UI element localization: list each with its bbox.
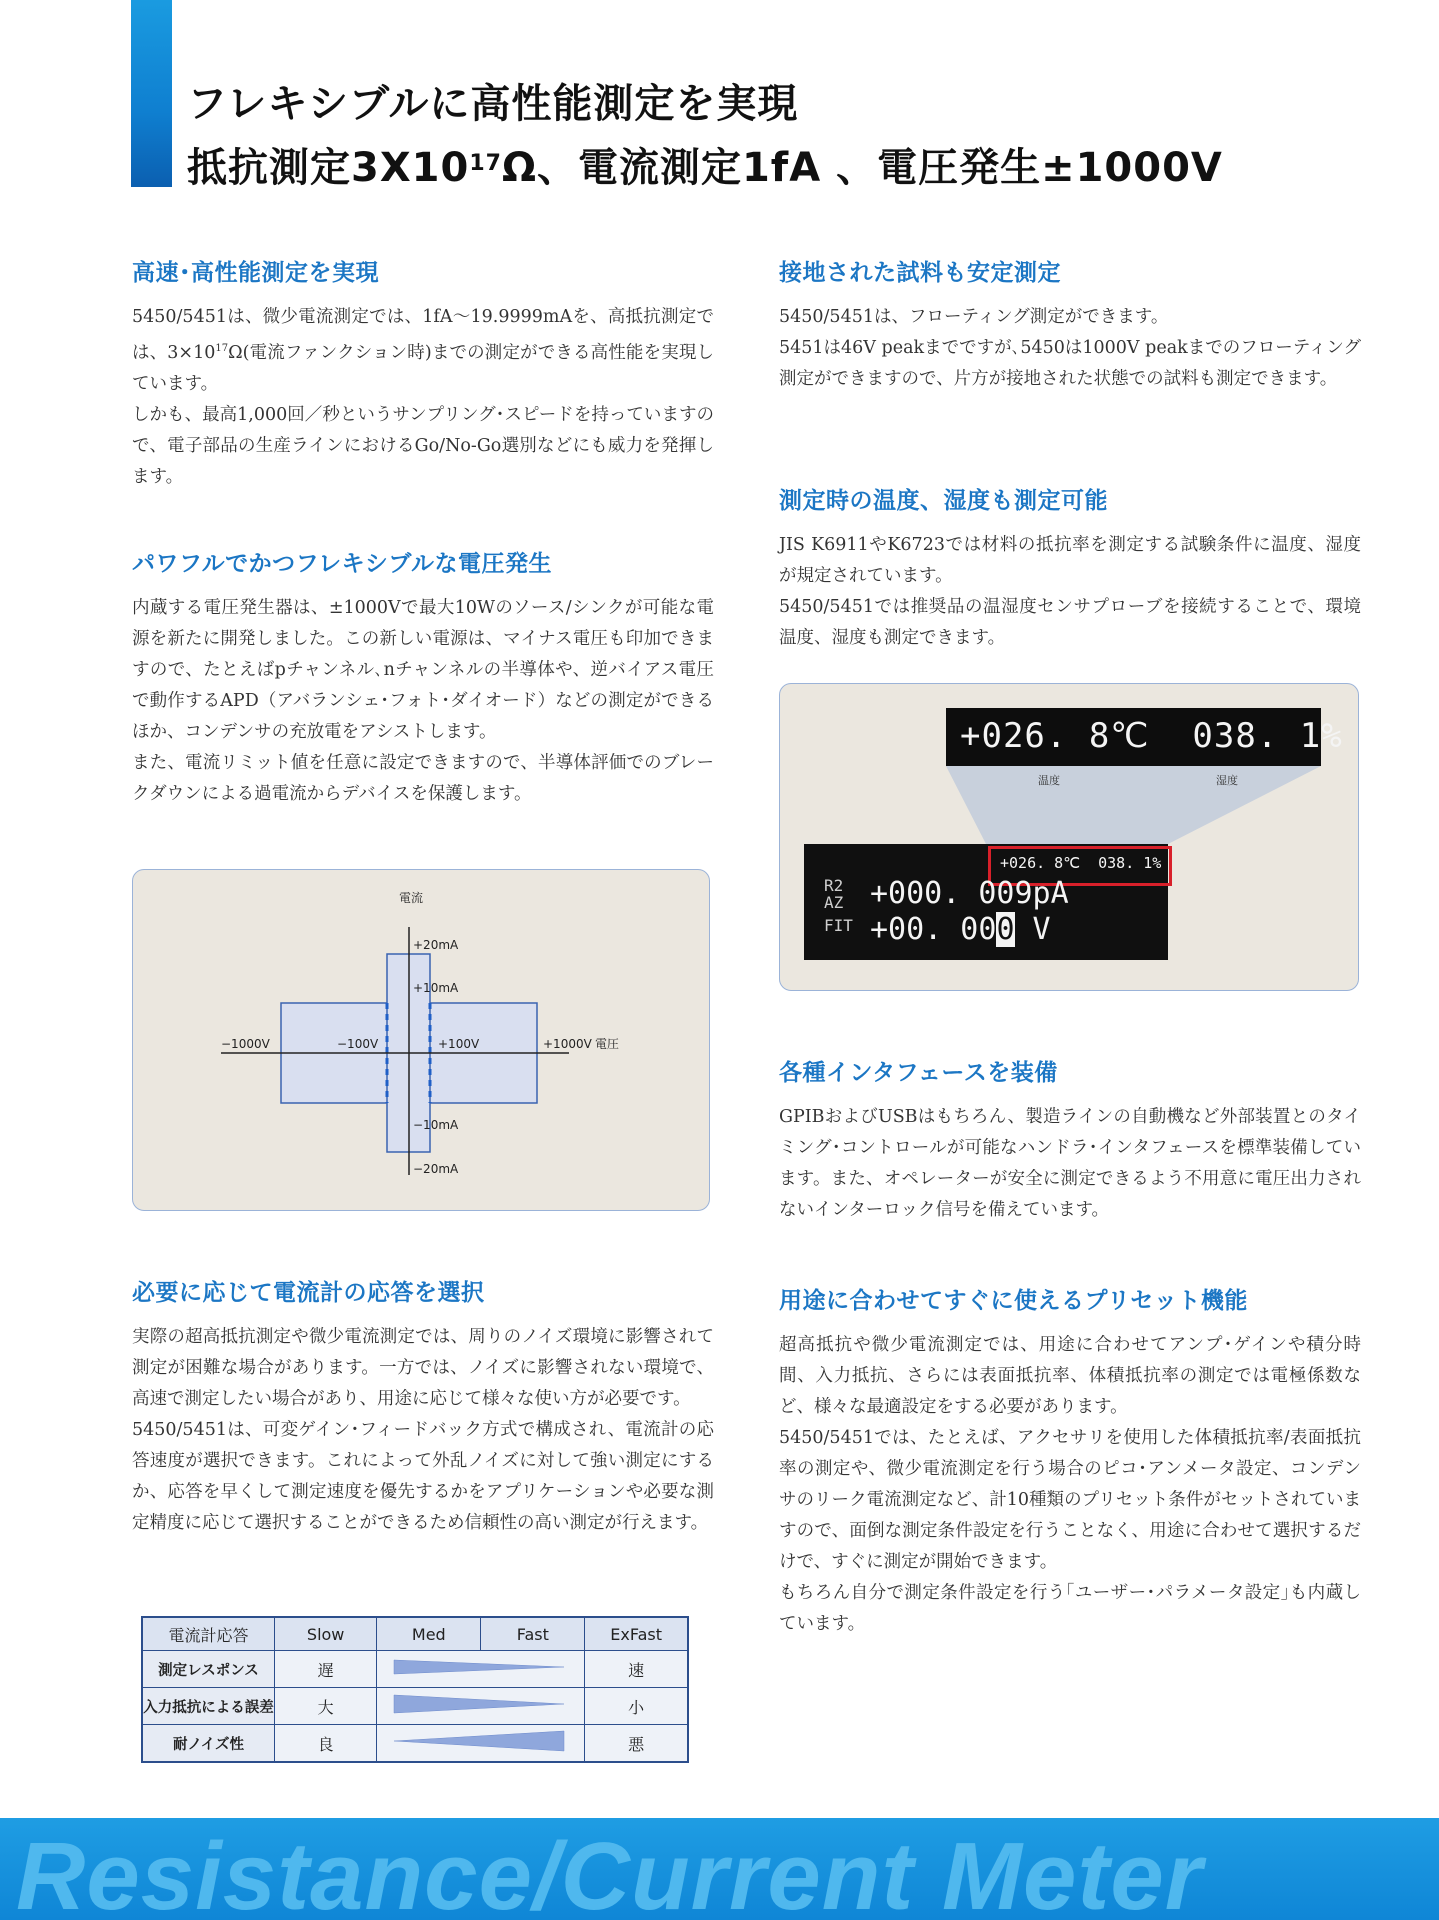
cursor-digit: 0 <box>996 912 1015 947</box>
page-headline <box>187 78 1223 196</box>
label-p20ma: +20mA <box>413 938 459 952</box>
section-title: 接地された試料も安定測定 <box>779 260 1061 286</box>
wedge-svg <box>378 1725 584 1757</box>
section-title: 用途に合わせてすぐに使えるプリセット機能 <box>779 1288 1248 1314</box>
header-accent-bar <box>131 0 172 187</box>
section-floating <box>779 258 1361 395</box>
label-p10ma: +10mA <box>413 981 459 995</box>
headline-line2-a: 抵抗測定3X10 <box>187 145 470 191</box>
row-right-value: 速 <box>585 1651 688 1688</box>
section-ammeter-response <box>132 1278 714 1539</box>
voltage-unit: V <box>1014 912 1051 947</box>
range-diagram-svg <box>133 870 709 1210</box>
wedge-svg <box>378 1651 584 1683</box>
para-text-b: Ω(電流ファンクション時)までの測定ができる高性能を実現しています。 <box>132 342 714 394</box>
indicator-az: AZ <box>824 893 844 912</box>
wedge-decreasing <box>377 1651 585 1688</box>
section-paragraph: 5450/5451は、可変ゲイン･フィードバック方式で構成され、電流計の応答速度が選択できます。これによって外乱ノイズに対して強い測定にするか、応答を早くして測定速度を優先するかをアプリケーションや必要な測定精度に応じて選択することができるため信頼性の高い測定が行えます。 <box>132 1420 714 1533</box>
footer-band <box>0 1818 1439 1920</box>
section-interfaces <box>779 1058 1361 1226</box>
zoom-wedge <box>946 766 1321 844</box>
row-left-value: 大 <box>274 1688 376 1725</box>
section-title: パワフルでかつフレキシブルな電圧発生 <box>132 551 553 577</box>
section-paragraph: GPIBおよびUSBはもちろん、製造ラインの自動機など外部装置とのタイミング･コントロールが可能なハンドラ･インタフェースを標準装備しています。また、オペレーターが安全に測定できるよう不用意に電圧出力されないインターロック信号を備えています。 <box>779 1107 1361 1220</box>
headline-exponent: 17 <box>469 151 502 176</box>
table-header-cell: Med <box>377 1617 481 1651</box>
headline-line2 <box>187 140 1223 196</box>
section-paragraph: また、電流リミット値を任意に設定できますので、半導体評価でのブレークダウンによる過電流からデバイスを保護します。 <box>132 753 714 804</box>
table-row <box>142 1725 688 1763</box>
section-high-performance <box>132 258 714 493</box>
indicator-fit: FIT <box>824 916 853 935</box>
label-p100v: +100V <box>438 1037 480 1051</box>
main-lcd <box>804 844 1168 960</box>
label-m100v: −100V <box>337 1037 379 1051</box>
voltage-current-diagram <box>132 869 710 1211</box>
section-voltage-source <box>132 549 714 810</box>
caption-temperature: 温度 <box>1038 774 1060 787</box>
row-right-value: 悪 <box>585 1725 688 1763</box>
section-paragraph: JIS K6911やK6723では材料の抵抗率を測定する試験条件に温度、湿度が規定されています。 <box>779 535 1361 586</box>
zoomed-lcd <box>946 708 1343 766</box>
table-header-cell: ExFast <box>585 1617 688 1651</box>
section-presets <box>779 1286 1361 1640</box>
x-axis-label: 電圧 <box>595 1037 620 1051</box>
row-label: 耐ノイズ性 <box>142 1725 274 1763</box>
section-title: 測定時の温度、湿度も測定可能 <box>779 488 1108 514</box>
caption-humidity: 湿度 <box>1216 774 1238 787</box>
wedge-svg <box>378 1688 584 1720</box>
footer-title: Resistance/Current Meter <box>16 1823 1204 1920</box>
section-title: 高速･高性能測定を実現 <box>132 260 379 286</box>
label-m10ma: −10mA <box>413 1118 459 1132</box>
section-paragraph: 実際の超高抵抗測定や微少電流測定では、周りのノイズ環境に影響されて測定が困難な場合があります。一方では、ノイズに影響されない環境で、高速で測定したい場合があり、用途に応じて様々な使い方が必要です。 <box>132 1327 714 1409</box>
wedge-decreasing <box>377 1688 585 1725</box>
section-paragraph: 5451は46V peakまでですが､5450は1000V peakまでのフローティング測定ができますので、片方が接地された状態での試料も測定できます。 <box>779 338 1361 389</box>
row-left-value: 良 <box>274 1725 376 1763</box>
voltage-digits: +00. 00 <box>870 912 997 947</box>
section-paragraph: もちろん自分で測定条件設定を行う｢ユーザー･パラメータ設定｣も内蔵しています。 <box>779 1583 1361 1634</box>
section-paragraph: しかも、最高1,000回／秒というサンプリング･スピードを持っていますので、電子部品の生産ラインにおけるGo/No-Go選別などにも威力を発揮します。 <box>132 404 714 487</box>
headline-line1: フレキシブルに高性能測定を実現 <box>187 81 799 127</box>
table-row <box>142 1651 688 1688</box>
section-temp-humidity <box>779 486 1361 654</box>
table-row <box>142 1688 688 1725</box>
section-paragraph: 内蔵する電圧発生器は、±1000Vで最大10Wのソース/シンクが可能な電源を新たに開発しました。この新しい電源は、マイナス電圧も印加できますので、たとえばpチャンネル､nチャンネルの半導体や、逆バイアス電圧で動作するAPD（アバランシェ･フォト･ダイオード）などの測定ができるほか、コンデンサの充放電をアシストします。 <box>132 598 714 742</box>
row-right-value: 小 <box>585 1688 688 1725</box>
table-header-row <box>142 1617 688 1651</box>
headline-line2-b: Ω、電流測定1fA 、電圧発生±1000V <box>501 145 1223 191</box>
wedge-increasing <box>377 1725 585 1763</box>
table-header-cell: 電流計応答 <box>142 1617 274 1651</box>
section-paragraph: 5450/5451は、フローティング測定ができます。 <box>779 307 1169 327</box>
table-header-cell: Slow <box>274 1617 376 1651</box>
current-readout: +000. 009pA <box>870 876 1069 911</box>
row-label: 入力抵抗による誤差 <box>142 1688 274 1725</box>
para-text-a: 5450/5451は、微少電流測定では、1fA～19.9999mAを、高抵抗測定では、3×10 <box>132 307 714 363</box>
voltage-readout <box>870 912 1051 947</box>
table-header-cell: Fast <box>481 1617 585 1651</box>
section-paragraph: 5450/5451では、たとえば、アクセサリを使用した体積抵抗率/表面抵抗率の測定や、微少電流測定を行う場合のピコ･アンメータ設定、コンデンサのリーク電流測定など、計10種類のプリセット条件がセットされていますので、面倒な測定条件設定を行うことなく、用途に合わせて選択するだけで、すぐに測定が開始できます。 <box>779 1428 1361 1572</box>
label-m20ma: −20mA <box>413 1162 459 1176</box>
display-photo <box>779 683 1359 991</box>
indicator-r2: R2 <box>824 876 844 895</box>
y-axis-label: 電流 <box>399 891 424 905</box>
row-left-value: 遅 <box>274 1651 376 1688</box>
section-title: 各種インタフェースを装備 <box>779 1060 1058 1086</box>
zoomed-readout: +026. 8℃ 038. 1% <box>960 716 1343 756</box>
section-title: 必要に応じて電流計の応答を選択 <box>132 1280 485 1306</box>
label-p1000v: +1000V <box>543 1037 592 1051</box>
para-exponent: 17 <box>215 343 229 354</box>
response-table <box>141 1616 689 1763</box>
small-readout: +026. 8℃ 038. 1% <box>1000 854 1162 872</box>
section-paragraph: 超高抵抗や微少電流測定では、用途に合わせてアンプ･ゲインや積分時間、入力抵抗、さらには表面抵抗率、体積抵抗率の測定では電極係数など、様々な最適設定をする必要があります。 <box>779 1335 1361 1417</box>
row-label: 測定レスポンス <box>142 1651 274 1688</box>
label-m1000v: −1000V <box>221 1037 270 1051</box>
section-paragraph: 5450/5451では推奨品の温湿度センサプローブを接続することで、環境温度、湿度も測定できます。 <box>779 597 1361 648</box>
section-paragraph <box>132 302 714 400</box>
